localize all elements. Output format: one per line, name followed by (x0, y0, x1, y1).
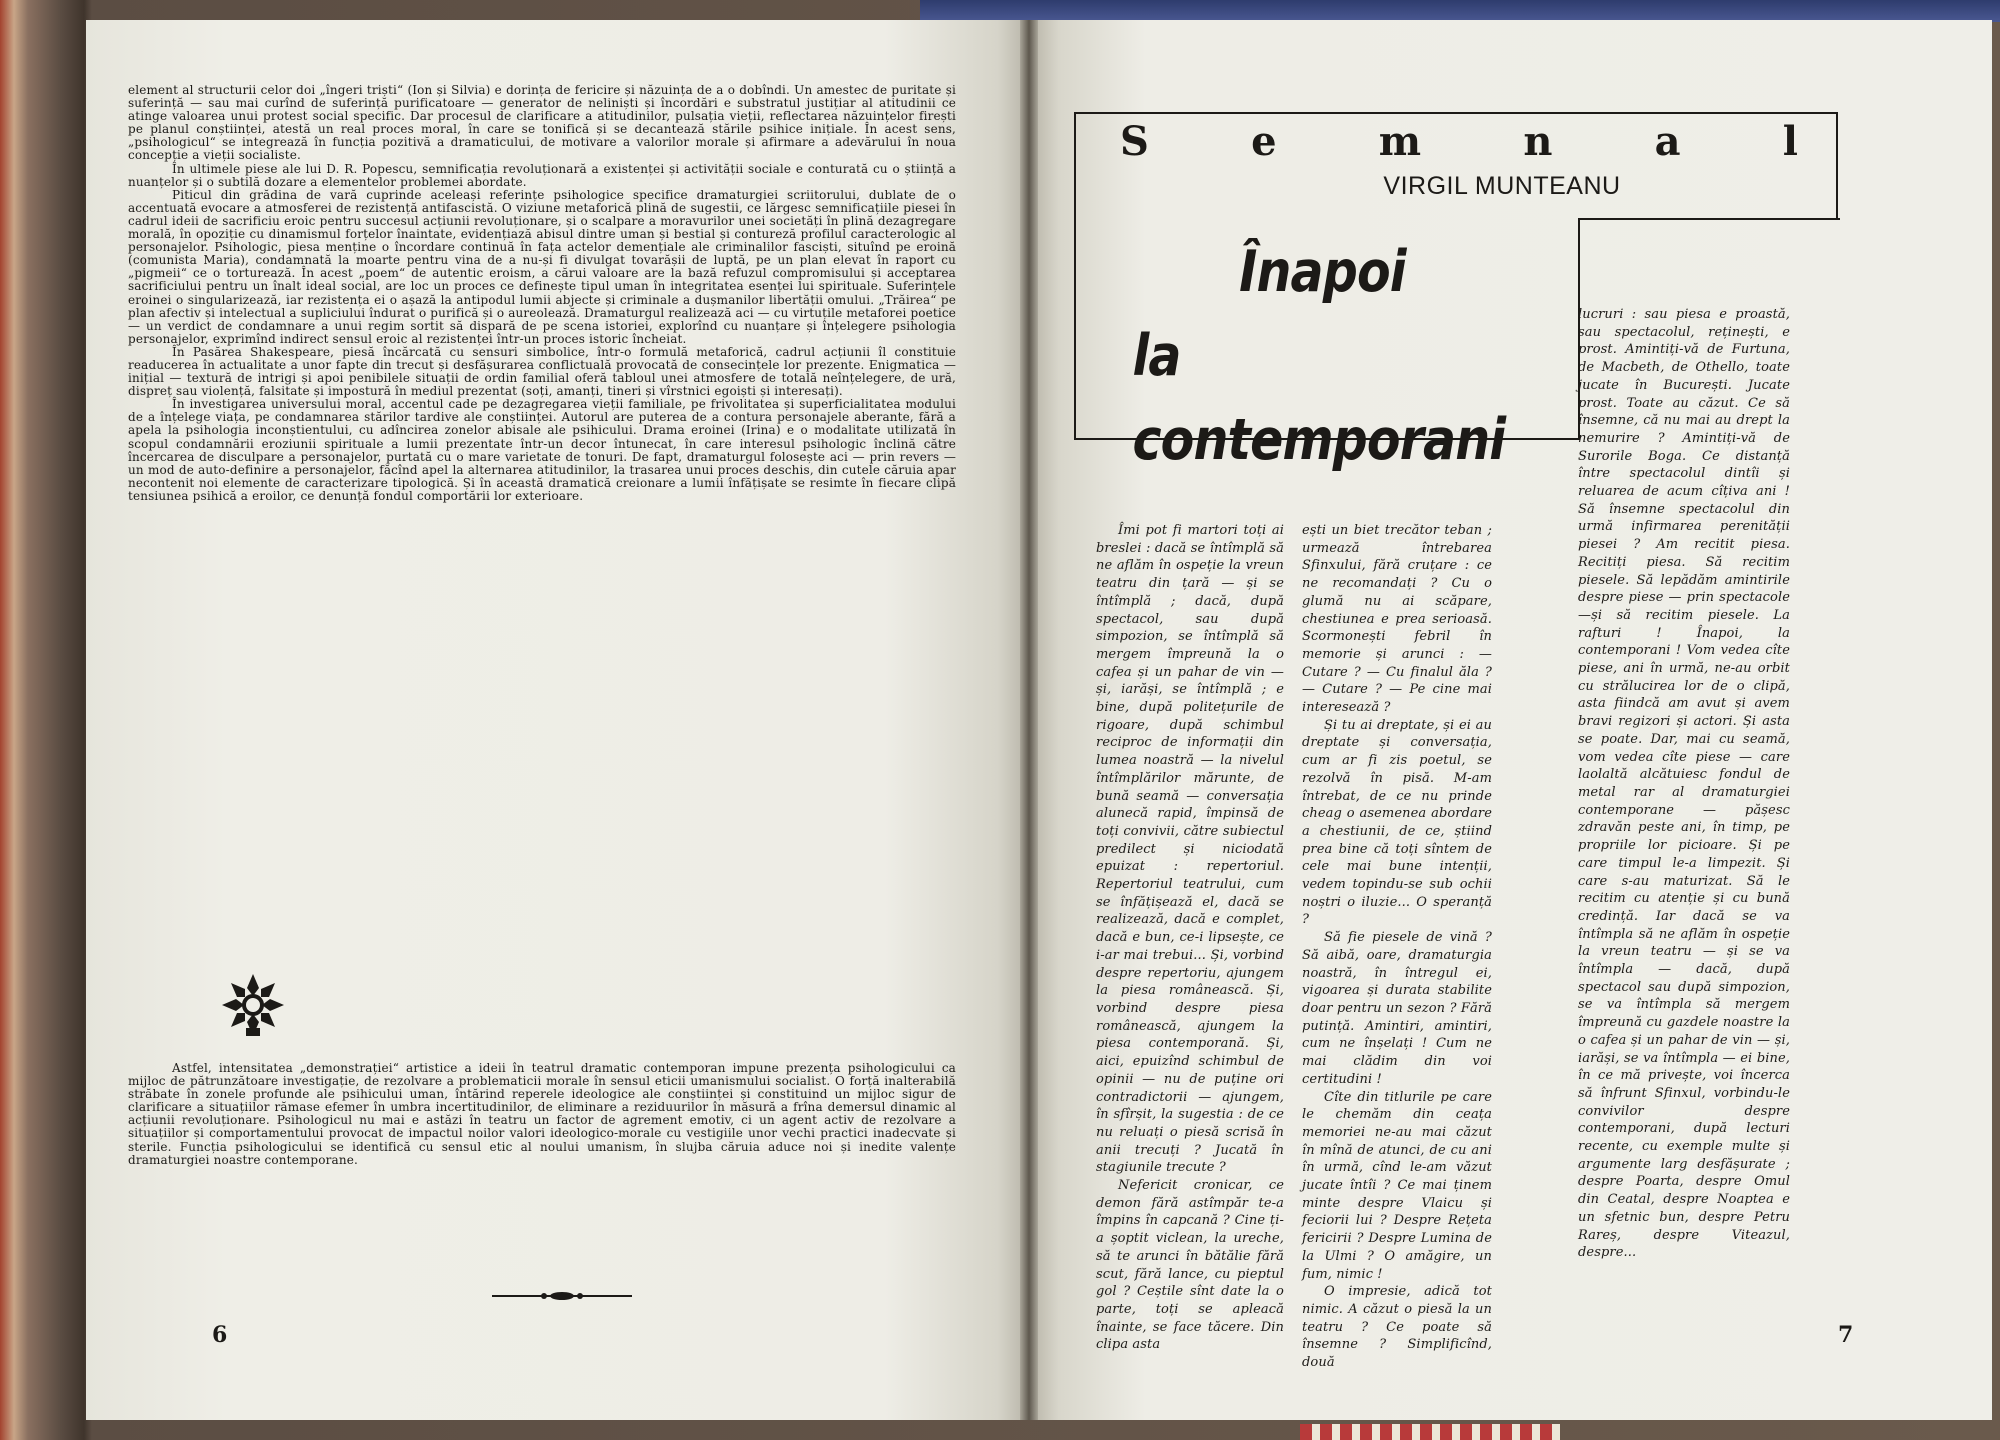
paragraph: Cîte din titlurile pe care le chemăm din ceața memoriei ne-au mai căzut în mînă de atunci, de cu ani în urmă, cînd le-am văzut jucate întîi ? Ce mai ținem minte despre Vlaicu și feciorii lui ? Despre Rețeta fericirii ? Despre Lumina de la Ulmi ? O amăgire, un fum, nimic ! (1302, 1089, 1492, 1282)
paragraph: În ultimele piese ale lui D. R. Popescu, semnificația revoluționară a existenței și activității sociale e conturată cu o știință a nuanțelor și o subtilă dozare a elementelor problemei abordate. (128, 161, 956, 189)
right-article-column-1 (1096, 522, 1284, 1354)
paragraph: Și tu ai dreptate, și ei au dreptate și conversația, cum ar fi zis poetul, se rezolvă în pisă. M-am întrebat, de ce nu prinde cheag o asemenea abordare a chestiunii, de ce, știind prea bine că toți sîntem de cele mai bune intenții, vedem topindu-se sub ochii noștri o iluzie... O speranță ? (1302, 717, 1492, 928)
author-name: VIRGIL MUNTEANU (1383, 172, 1621, 200)
rubric-letter: a (1654, 118, 1683, 165)
left-article-column (128, 84, 956, 503)
tablecloth-edge (1300, 1424, 1560, 1440)
rubric-letter: S (1120, 118, 1151, 165)
paragraph: lucruri : sau piesa e proastă, sau spectacolul, reținești, e prost. Amintiți-vă de Furtuna, de Macbeth, de Othello, toate jucate în București. Jucate prost. Toate au căzut. Ce să însemne, că nu mai au drept la nemurire ? Amintiți-vă de Surorile Boga. Ce distanță între spectacolul dintîi și reluarea de acum cîțiva ani ! Să însemne spectacolul din urmă infirmarea perenității piesei ? Am recitit piesa. Recitiți piesa. Să recitim piesele. Să lepădăm amintirile despre piese — prin spectacole —și să recitim piesele. La rafturi ! Înapoi, la contemporani ! Vom vedea cîte piese, ani în urmă, ne-au orbit cu strălucirea lor de o clipă, asta fiindcă am avut și avem bravi regizori și actori. Și asta se poate. Dar, mai cu seamă, vom vedea cîte piese — care laolaltă alcătuiesc fondul de metal rar al dramaturgiei contemporane — pășesc zdravăn peste ani, în timp, pe propriile lor picioare. Și pe care timpul le-a limpezit. Și care s-au maturizat. Să le recitim cu atenție și cu bună credință. Iar dacă se va întîmpla să ne aflăm în ospeție la vreun teatru — și se va întîmpla — dacă, după spectacol sau după simpozion, se va întîmpla să mergem împreună cu gazdele noastre la o cafea și un pahar de vin — și, iarăși, se va întîmpla — ei bine, în ce mă privește, voi încerca să înfrunt Sfinxul, vorbindu-le convivilor despre contemporani, după lecturi recente, cu exemple multe și argumente larg desfășurate ; despre Poarta, despre Omul din Ceatal, despre Noaptea e un sfetnic bun, despre Petru Rareș, despre Viteazul, despre... (1578, 307, 1790, 1261)
rubric-letter: n (1523, 118, 1555, 165)
paragraph: Astfel, intensitatea „demonstrației“ artistice a ideii în teatrul dramatic contemporan impune prezența psihologicului ca mijloc de pătrunzătoare investigație, de rezolvare a problematicii morale în sensul eticii umanismului socialist. O forță inalterabilă străbate în zonele profunde ale psihicului uman, întărind reperele ideologice ale conștiinței și constituind un mijloc sigur de clarificare a situațiilor rămase efemer în umbra incertitudinilor, de eliminare a reziduurilor în măsură a frîna demersul dinamic al acțiunii revoluționare. Psihologicul nu mai e astăzi în teatru un factor de agrement emotiv, ci un agent activ de rezolvare a situațiilor și comportamentului provocat de impactul noilor valori ideologico-morale cu vestigiile unor vechi practici inadecvate și sterile. Funcția psihologicului se identifică cu sensul etic al noului umanism, în slujba căruia aduce noi și inedite valențe dramaturgiei noastre contemporane. (128, 1061, 956, 1167)
rubric-title (1120, 118, 1800, 165)
paragraph: Piticul din grădina de vară cuprinde aceleași referințe psihologice specifice dramaturgiei scriitorului, dublate de o accentuată evocare a atmosferei de rezistență antifascistă. O viziune metaforică plină de sugestii, ce lărgesc semnificațiile piesei în cadrul ideii de sacrificiu eroic pentru succesul acțiunii revoluționare, și o scalpare a moravurilor unei societăți în plină dezagregare morală, în opoziție cu dinamismul forțelor înaintate, evidențiază abisul dintre uman și bestial și contureză profilul caracterologic al personajelor. Psihologic, piesa menține o încordare continuă în fața actelor demențiale ale criminalilor fasciști, situînd pe eroină (comunista Maria), condamnată la moarte pentru vina de a nu-și fi divulgat tovarășii de luptă, pe un plan elevat în raport cu „pigmeii“ ce o torturează. În acest „poem“ de autentic eroism, a cărui valoare are la bază refuzul compromisului și acceptarea sacrificiului pentru un înalt ideal social, are loc un proces ce definește tipul uman în integritatea esenței lui spirituale. Suferințele eroinei o singularizează, iar rezistența ei o așază la antipodul lumii abjecte și criminale a dușmanilor libertății omului. „Trăirea“ pe plan afectiv și intelectual a supliciului îndurat o purifică și o aureolează. Dramaturgul realizează aci — cu virtuțile metaforei poetice — un verdict de condamnare a unui regim sortit să dispară de pe scena istoriei, explorînd cu nuanțare și înțelegere psihologia personajelor, exprimînd indirect sensul eroic al rezistenței într-un proces istoric încheiat. (128, 187, 956, 346)
paragraph: element al structurii celor doi „îngeri triști“ (Ion și Silvia) e dorința de fericire și năzuința de a o dobîndi. Un amestec de puritate și suferință — sau mai curînd de suferință purificatoare — generator de neliniști și încordări e substratul justițiar al atitudinii ce atinge valoarea unui protest social specific. Dar procesul de clarificare a atitudinilor, pulsația vieții, reflectarea năzuințelor firești pe planul conștiinței, atestă un real proces moral, în care se tonifică și se decantează stările psihice inițiale. În acest sens, „psihologicul“ se integrează în funcția pozitivă a dramaticului, de motivare a valorilor morale și afirmare a adevărului în noua concepție a vieții socialiste. (128, 83, 956, 163)
left-conclusion-column (128, 1062, 956, 1167)
rubric-letter: e (1251, 118, 1279, 165)
right-article-column-3 (1578, 306, 1790, 1262)
paragraph: Să fie piesele de vină ? Să aibă, oare, dramaturgia noastră, în întregul ei, vigoarea și durata stabilite doar pentru un sezon ? Fără putință. Amintiri, amintiri, cum ne înșelați ! Cum ne mai clădim din voi certitudini ! (1302, 930, 1492, 1087)
article-headline (1086, 230, 1506, 482)
book-cover-edge (920, 0, 2000, 22)
paragraph: În investigarea universului moral, accentul cade pe dezagregarea vieții familiale, pe frivolitatea și superficialitatea modului de a înțelege viața, pe condamnarea stărilor tardive ale conștiinței. Autorul are puterea de a contura personajele aberante, fără a apela la psihologia inconștientului, cu adîncirea zonelor abisale ale psihicului. Drama eroinei (Irina) e o modalitate utilizată în scopul condamnării eroziunii spirituale a lumii prezentate într-un decor întunecat, în care interesul psihologic înclină către încercarea de disculpare a personajelor, purtată cu o mare varietate de tonuri. De fapt, dramaturgul folosește aci — prin revers — un mod de auto-definire a personajelor, făcînd apel la alternarea atitudinilor, la trasarea unui proces deschis, din cutele căruia apar necontenit noi elemente de caracterizare tipologică. Și în această dramatică creionare a lumii înfățișate se resimte în fiecare clipă tensiunea psihică a eroilor, ce denunță fondul comportării lor exterioare. (128, 397, 956, 503)
paragraph: Îmi pot fi martori toți ai breslei : dacă se întîmplă să ne aflăm în ospeție la vreun teatru din țară — și se întîmplă ; dacă, după spectacol, sau după simpozion, se întîmplă să mergem împreună la o cafea și un pahar de vin — și, iarăși, se întîmplă ; e bine, după politețurile de rigoare, după schimbul reciproc de informații din lumea noastră — la nivelul întîmplărilor mărunte, de bună seamă — conversația alunecă rapid, împinsă de toți convivii, către subiectul predilect și niciodată epuizat : repertoriul. Repertoriul teatrului, cum se înfățișează el, dacă se realizează, dacă e complet, dacă e bun, ce-i lipsește, ce i-ar mai trebui... Și, vorbind despre repertoriu, ajungem la piesa românească. Și, vorbind despre piesa românească, ajungem la piesa contemporană. Și, aici, epuizînd schimbul de opinii — nu de puține ori contradictorii — ajungem, în sfîrșit, la sugestia : de ce nu reluați o piesă scrisă în anii trecuți ? Jucată în stagiunile trecute ? (1096, 523, 1284, 1176)
rubric-letter: l (1782, 118, 1800, 165)
paragraph: Nefericit cronicar, ce demon fără astîmpăr te-a împins în capcană ? Cine ți-a șoptit viclean, la ureche, să te arunci în bătălie fără scut, fără lance, cu pieptul gol ? Ceștile sînt date la o parte, toți se apleacă înainte, se face tăcere. Din clipa asta (1096, 1178, 1284, 1353)
paragraph: În Pasărea Shakespeare, piesă încărcată cu sensuri simbolice, într-o formulă metaforică, cadrul acțiunii îl constituie readucerea în actualitate a unor fapte din trecut și desfășurarea conflictuală provocată de consecințele lor prezente. Enigmatica — inițial — textură de intrigi și apoi penibilele situații de ordin familial oferă tabloul unei atmosfere de totală neînțelegere, de ură, dispreț sau violență, falsitate și impostură în mediul prezentat (soți, amanți, tineri și vîrstnici egoiști și interesați). (128, 344, 956, 399)
page-number-right: 7 (1838, 1322, 1854, 1348)
page-number-left: 6 (212, 1322, 228, 1348)
paragraph: O impresie, adică tot nimic. A căzut o piesă la un teatru ? Ce poate să însemne ? Simplificînd, două (1302, 1284, 1492, 1371)
star-flower-ornament-icon (218, 970, 288, 1040)
headline-line-1: Înapoi (1239, 239, 1406, 305)
paragraph: ești un biet trecător teban ; urmează întrebarea Sfinxului, fără cruțare : ce ne recomandați ? Cu o glumă nu ai scăpare, chestiunea e prea serioasă. Scormonești febril în memorie și arunci : — Cutare ? — Cu finalul ăla ? — Cutare ? — Pe cine mai interesează ? (1302, 523, 1492, 716)
rubric-letter: m (1378, 118, 1424, 165)
title-box-divider (1578, 218, 1840, 220)
headline-line-2: la contemporani (1132, 323, 1506, 473)
ornamental-divider-icon (492, 1290, 632, 1302)
right-article-column-2 (1302, 522, 1492, 1372)
book-gutter (1020, 20, 1038, 1420)
